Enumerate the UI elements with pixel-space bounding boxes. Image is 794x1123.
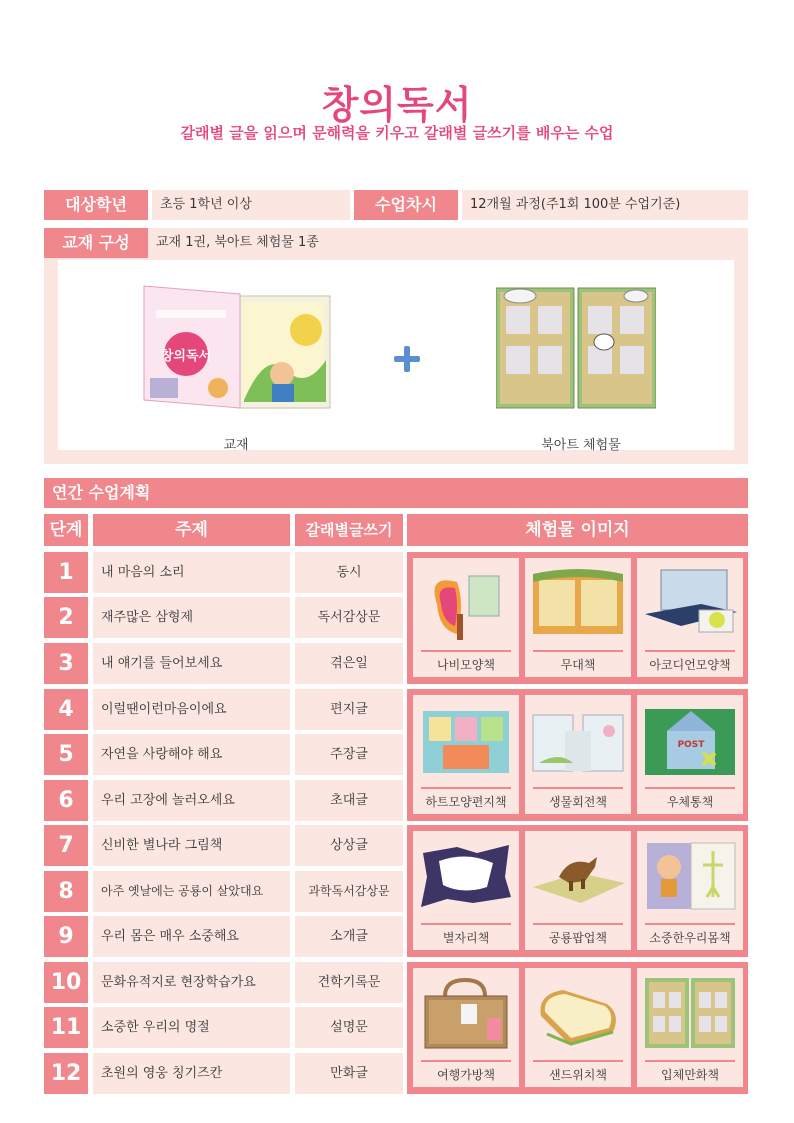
image-caption: 무대책 (560, 658, 596, 672)
material-label: 교재 구성 (44, 228, 148, 258)
row-genre: 설명문 (295, 1007, 403, 1048)
textbook-cover-title: 창의독서 (160, 349, 212, 364)
row-number: 7 (44, 825, 88, 866)
heart-letter-book-image (417, 701, 515, 779)
row-genre: 독서감상문 (295, 597, 403, 638)
image-caption: 하트모양편지책 (425, 795, 507, 809)
row-topic: 내 얘기를 들어보세요 (93, 643, 290, 684)
page-title: 창의독서 (321, 83, 473, 127)
row-topic: 초원의 영웅 칭기즈칸 (93, 1053, 290, 1094)
row-topic: 소중한 우리의 명절 (93, 1007, 290, 1048)
row-number: 9 (44, 916, 88, 957)
image-cell (525, 831, 631, 950)
image-caption: 소중한우리몸책 (649, 931, 731, 945)
row-topic: 이럴땐이런마음이에요 (93, 689, 290, 730)
image-group-3 (407, 825, 748, 957)
body-book-image (641, 837, 739, 915)
row-genre: 소개글 (295, 916, 403, 957)
target-grade-value: 초등 1학년 이상 (152, 190, 350, 220)
image-caption: 나비모양책 (437, 658, 495, 672)
sandwich-book-image (529, 974, 627, 1052)
butterfly-book-image (417, 564, 515, 642)
row-topic: 우리 고장에 놀러오세요 (93, 780, 290, 821)
row-topic: 아주 옛날에는 공룡이 살았대요 (93, 871, 290, 912)
textbook-image (136, 280, 336, 420)
col-header-topic: 주제 (93, 514, 290, 546)
stage-book-image (529, 564, 627, 642)
row-topic: 재주많은 삼형제 (93, 597, 290, 638)
image-group-2 (407, 689, 748, 821)
info-row-target (44, 190, 748, 220)
row-genre: 동시 (295, 552, 403, 593)
image-cell (525, 695, 631, 814)
plus-icon (394, 346, 420, 372)
image-cell (637, 558, 743, 677)
accordion-book-image (641, 564, 739, 642)
materials-box (44, 228, 748, 464)
bookart-caption: 북아트 체험물 (541, 438, 621, 453)
image-cell (637, 831, 743, 950)
image-caption: 아코디언모양책 (649, 658, 731, 672)
image-cell (413, 968, 519, 1087)
travel-bag-book-image (417, 974, 515, 1052)
textbook-caption: 교재 (223, 438, 249, 453)
row-genre: 겪은일 (295, 643, 403, 684)
row-number: 4 (44, 689, 88, 730)
row-topic: 자연을 사랑해야 해요 (93, 734, 290, 775)
row-topic: 우리 몸은 매우 소중해요 (93, 916, 290, 957)
row-number: 6 (44, 780, 88, 821)
row-topic: 신비한 별나라 그림책 (93, 825, 290, 866)
mailbox-book-image (641, 701, 739, 779)
image-caption: 우체통책 (666, 795, 714, 809)
row-number: 10 (44, 962, 88, 1003)
row-genre: 초대글 (295, 780, 403, 821)
image-cell (525, 968, 631, 1087)
annual-plan-header: 연간 수업계획 (44, 478, 748, 508)
image-group-4 (407, 962, 748, 1094)
row-genre: 만화글 (295, 1053, 403, 1094)
session-label: 수업차시 (354, 190, 458, 220)
image-cell (413, 695, 519, 814)
image-caption: 샌드위치책 (549, 1068, 607, 1082)
post-sign: POST (677, 740, 705, 750)
image-cell (637, 695, 743, 814)
row-number: 2 (44, 597, 88, 638)
image-cell (637, 968, 743, 1087)
dinosaur-popup-book-image (529, 837, 627, 915)
session-value: 12개월 과정(주1회 100분 수업기준) (462, 190, 748, 220)
row-number: 5 (44, 734, 88, 775)
image-cell (525, 558, 631, 677)
row-genre: 상상글 (295, 825, 403, 866)
constellation-book-image (417, 837, 515, 915)
row-topic: 문화유적지로 현장학습가요 (93, 962, 290, 1003)
image-caption: 생물회전책 (549, 795, 607, 809)
row-genre: 과학독서감상문 (295, 871, 403, 912)
row-number: 8 (44, 871, 88, 912)
image-caption: 공룡팝업책 (549, 931, 607, 945)
col-header-step: 단계 (44, 514, 88, 546)
row-number: 3 (44, 643, 88, 684)
popup-comic-book-image (641, 974, 739, 1052)
image-cell (413, 558, 519, 677)
col-header-images: 체험물 이미지 (407, 514, 748, 546)
target-grade-label: 대상학년 (44, 190, 148, 220)
material-value: 교재 1권, 북아트 체험물 1종 (156, 235, 319, 250)
col-header-genre: 갈래별글쓰기 (295, 514, 403, 546)
row-number: 12 (44, 1053, 88, 1094)
image-caption: 여행가방책 (437, 1068, 495, 1082)
rotating-creature-book-image (529, 701, 627, 779)
row-number: 1 (44, 552, 88, 593)
materials-image-area (58, 260, 734, 453)
image-group-1 (407, 552, 748, 684)
image-cell (413, 831, 519, 950)
image-caption: 별자리책 (442, 931, 490, 945)
image-caption: 입체만화책 (661, 1068, 719, 1082)
page-subtitle: 갈래별 글을 읽으며 문해력을 키우고 갈래별 글쓰기를 배우는 수업 (180, 124, 614, 142)
row-genre: 주장글 (295, 734, 403, 775)
row-topic: 내 마음의 소리 (93, 552, 290, 593)
row-genre: 편지글 (295, 689, 403, 730)
bookart-image (496, 284, 656, 412)
row-genre: 견학기록문 (295, 962, 403, 1003)
row-number: 11 (44, 1007, 88, 1048)
